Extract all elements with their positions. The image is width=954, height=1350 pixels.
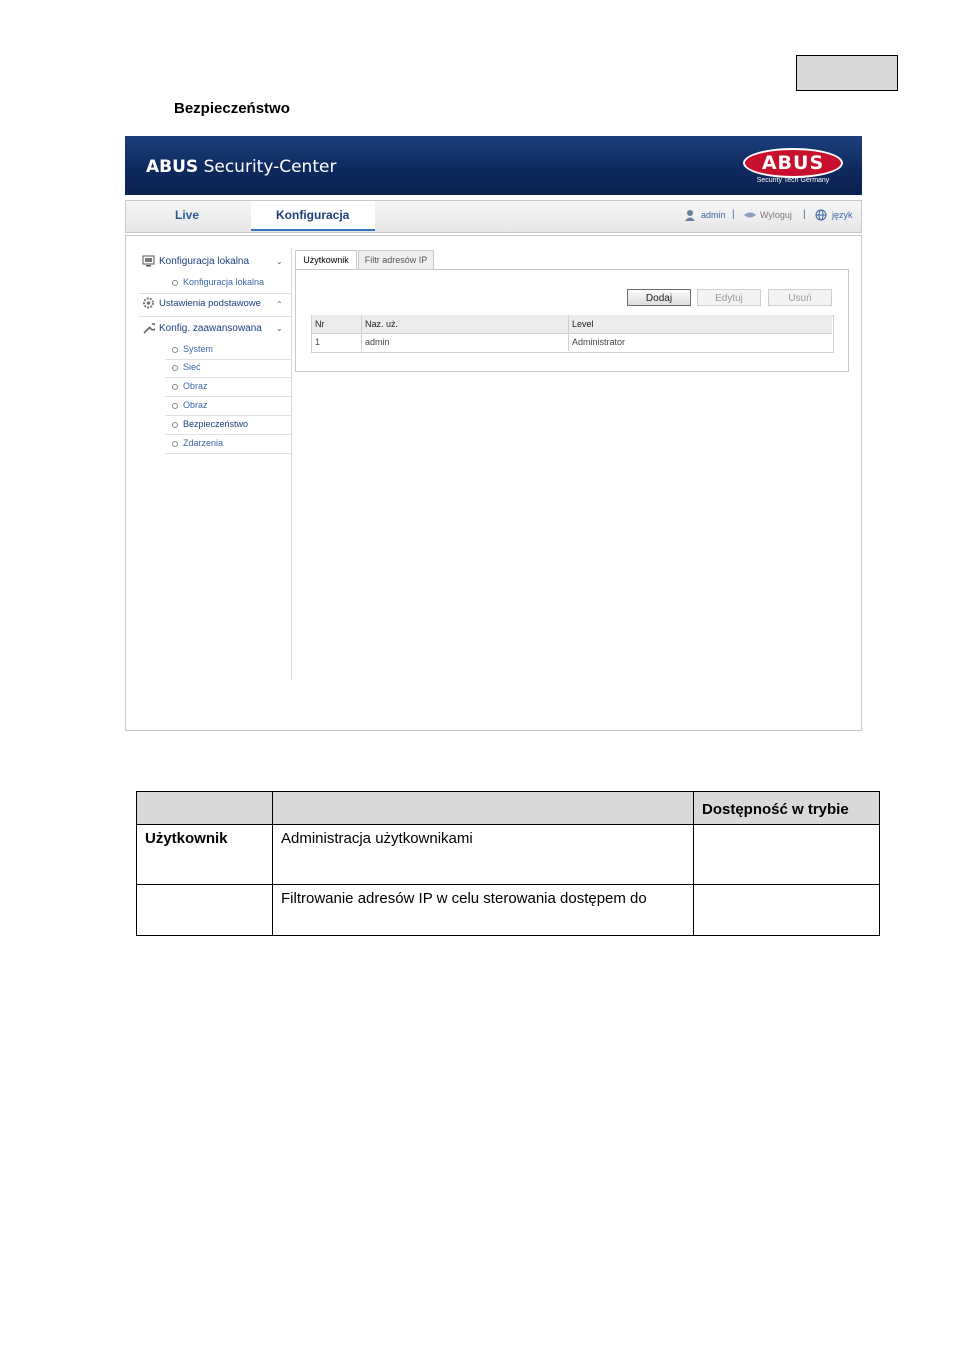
column-header-nr: Nr — [315, 319, 325, 329]
sidebar-item-image-2[interactable]: Obraz — [183, 400, 208, 410]
tab-user[interactable]: Użytkownik — [295, 250, 357, 270]
bullet-icon — [172, 441, 178, 447]
sidebar-item-events[interactable]: Zdarzenia — [183, 438, 224, 448]
feature-table — [136, 791, 880, 936]
banner-product: Security-Center — [203, 157, 337, 177]
divider — [139, 293, 291, 294]
tab-konfiguracja[interactable]: Konfiguracja — [276, 208, 350, 222]
sidebar-item-image[interactable]: Obraz — [183, 381, 208, 391]
sidebar-item-system[interactable]: System — [183, 344, 214, 354]
user-icon — [684, 209, 696, 221]
table-header-availability: Dostępność w trybie — [694, 792, 880, 825]
sidebar-item-security[interactable]: Bezpieczeństwo — [183, 419, 249, 429]
bullet-icon — [172, 280, 178, 286]
table-cell — [137, 885, 273, 936]
divider — [165, 359, 291, 360]
divider — [139, 316, 291, 317]
table-row — [137, 825, 880, 885]
bullet-icon — [172, 384, 178, 390]
divider — [165, 415, 291, 416]
column-header-username: Naz. uż. — [365, 319, 399, 329]
divider — [165, 396, 291, 397]
table-cell[interactable]: admin — [365, 337, 390, 347]
wrench-icon — [142, 322, 155, 335]
table-header-cell — [137, 792, 273, 825]
chevron-down-icon[interactable]: ⌄ — [276, 257, 283, 266]
divider — [165, 377, 291, 378]
table-header-row — [137, 792, 880, 825]
abus-logo-subtitle: Security Tech Germany — [756, 177, 830, 184]
table-header-cell — [273, 792, 694, 825]
logout-link[interactable]: Wyloguj — [760, 210, 792, 220]
column-header-level: Level — [572, 319, 594, 329]
separator: | — [732, 209, 735, 220]
user-link[interactable]: admin — [701, 210, 726, 220]
banner-title — [146, 157, 336, 177]
separator: | — [803, 209, 806, 220]
abus-logo: ABUS — [743, 148, 843, 178]
local-config-icon — [142, 255, 155, 267]
edit-button[interactable]: Edytuj — [697, 289, 761, 306]
chevron-down-icon[interactable]: ⌄ — [276, 324, 283, 333]
sidebar-advanced-config[interactable]: Konfig. zaawansowana — [159, 323, 262, 334]
section-title: Bezpieczeństwo — [174, 100, 290, 117]
add-button[interactable]: Dodaj — [627, 289, 691, 306]
sidebar-item-network[interactable]: Sieć — [183, 362, 201, 372]
basic-settings-icon — [142, 297, 155, 309]
table-cell[interactable]: 1 — [315, 337, 321, 347]
table-cell: Administracja użytkownikami — [273, 825, 694, 885]
divider — [165, 434, 291, 435]
language-link[interactable]: język — [832, 210, 853, 220]
sidebar-item-local-config[interactable]: Konfiguracja lokalna — [183, 277, 265, 287]
page-number-box — [796, 55, 898, 91]
table-cell: Filtrowanie adresów IP w celu sterowania dostępem do — [273, 885, 694, 936]
tab-live[interactable]: Live — [175, 208, 200, 222]
bullet-icon — [172, 422, 178, 428]
divider — [165, 453, 291, 454]
logout-icon — [743, 211, 757, 219]
bullet-icon — [172, 365, 178, 371]
table-cell — [694, 885, 880, 936]
active-tab-indicator — [251, 229, 375, 231]
table-cell[interactable]: Administrator — [572, 337, 626, 347]
chevron-up-icon[interactable]: ⌃ — [276, 300, 283, 309]
table-cell: Użytkownik — [137, 825, 273, 885]
row-divider — [312, 333, 832, 334]
globe-icon — [815, 209, 827, 221]
ui-screenshot — [125, 136, 862, 731]
sidebar-local-config[interactable]: Konfiguracja lokalna — [159, 256, 250, 267]
table-row — [137, 885, 880, 936]
sidebar-divider — [291, 248, 292, 680]
delete-button[interactable]: Usuń — [768, 289, 832, 306]
banner-brand: ABUS — [146, 157, 199, 177]
sidebar-basic-settings[interactable]: Ustawienia podstawowe — [159, 298, 261, 309]
table-cell — [694, 825, 880, 885]
bullet-icon — [172, 347, 178, 353]
tab-ip-filter[interactable]: Filtr adresów IP — [358, 250, 434, 270]
bullet-icon — [172, 403, 178, 409]
